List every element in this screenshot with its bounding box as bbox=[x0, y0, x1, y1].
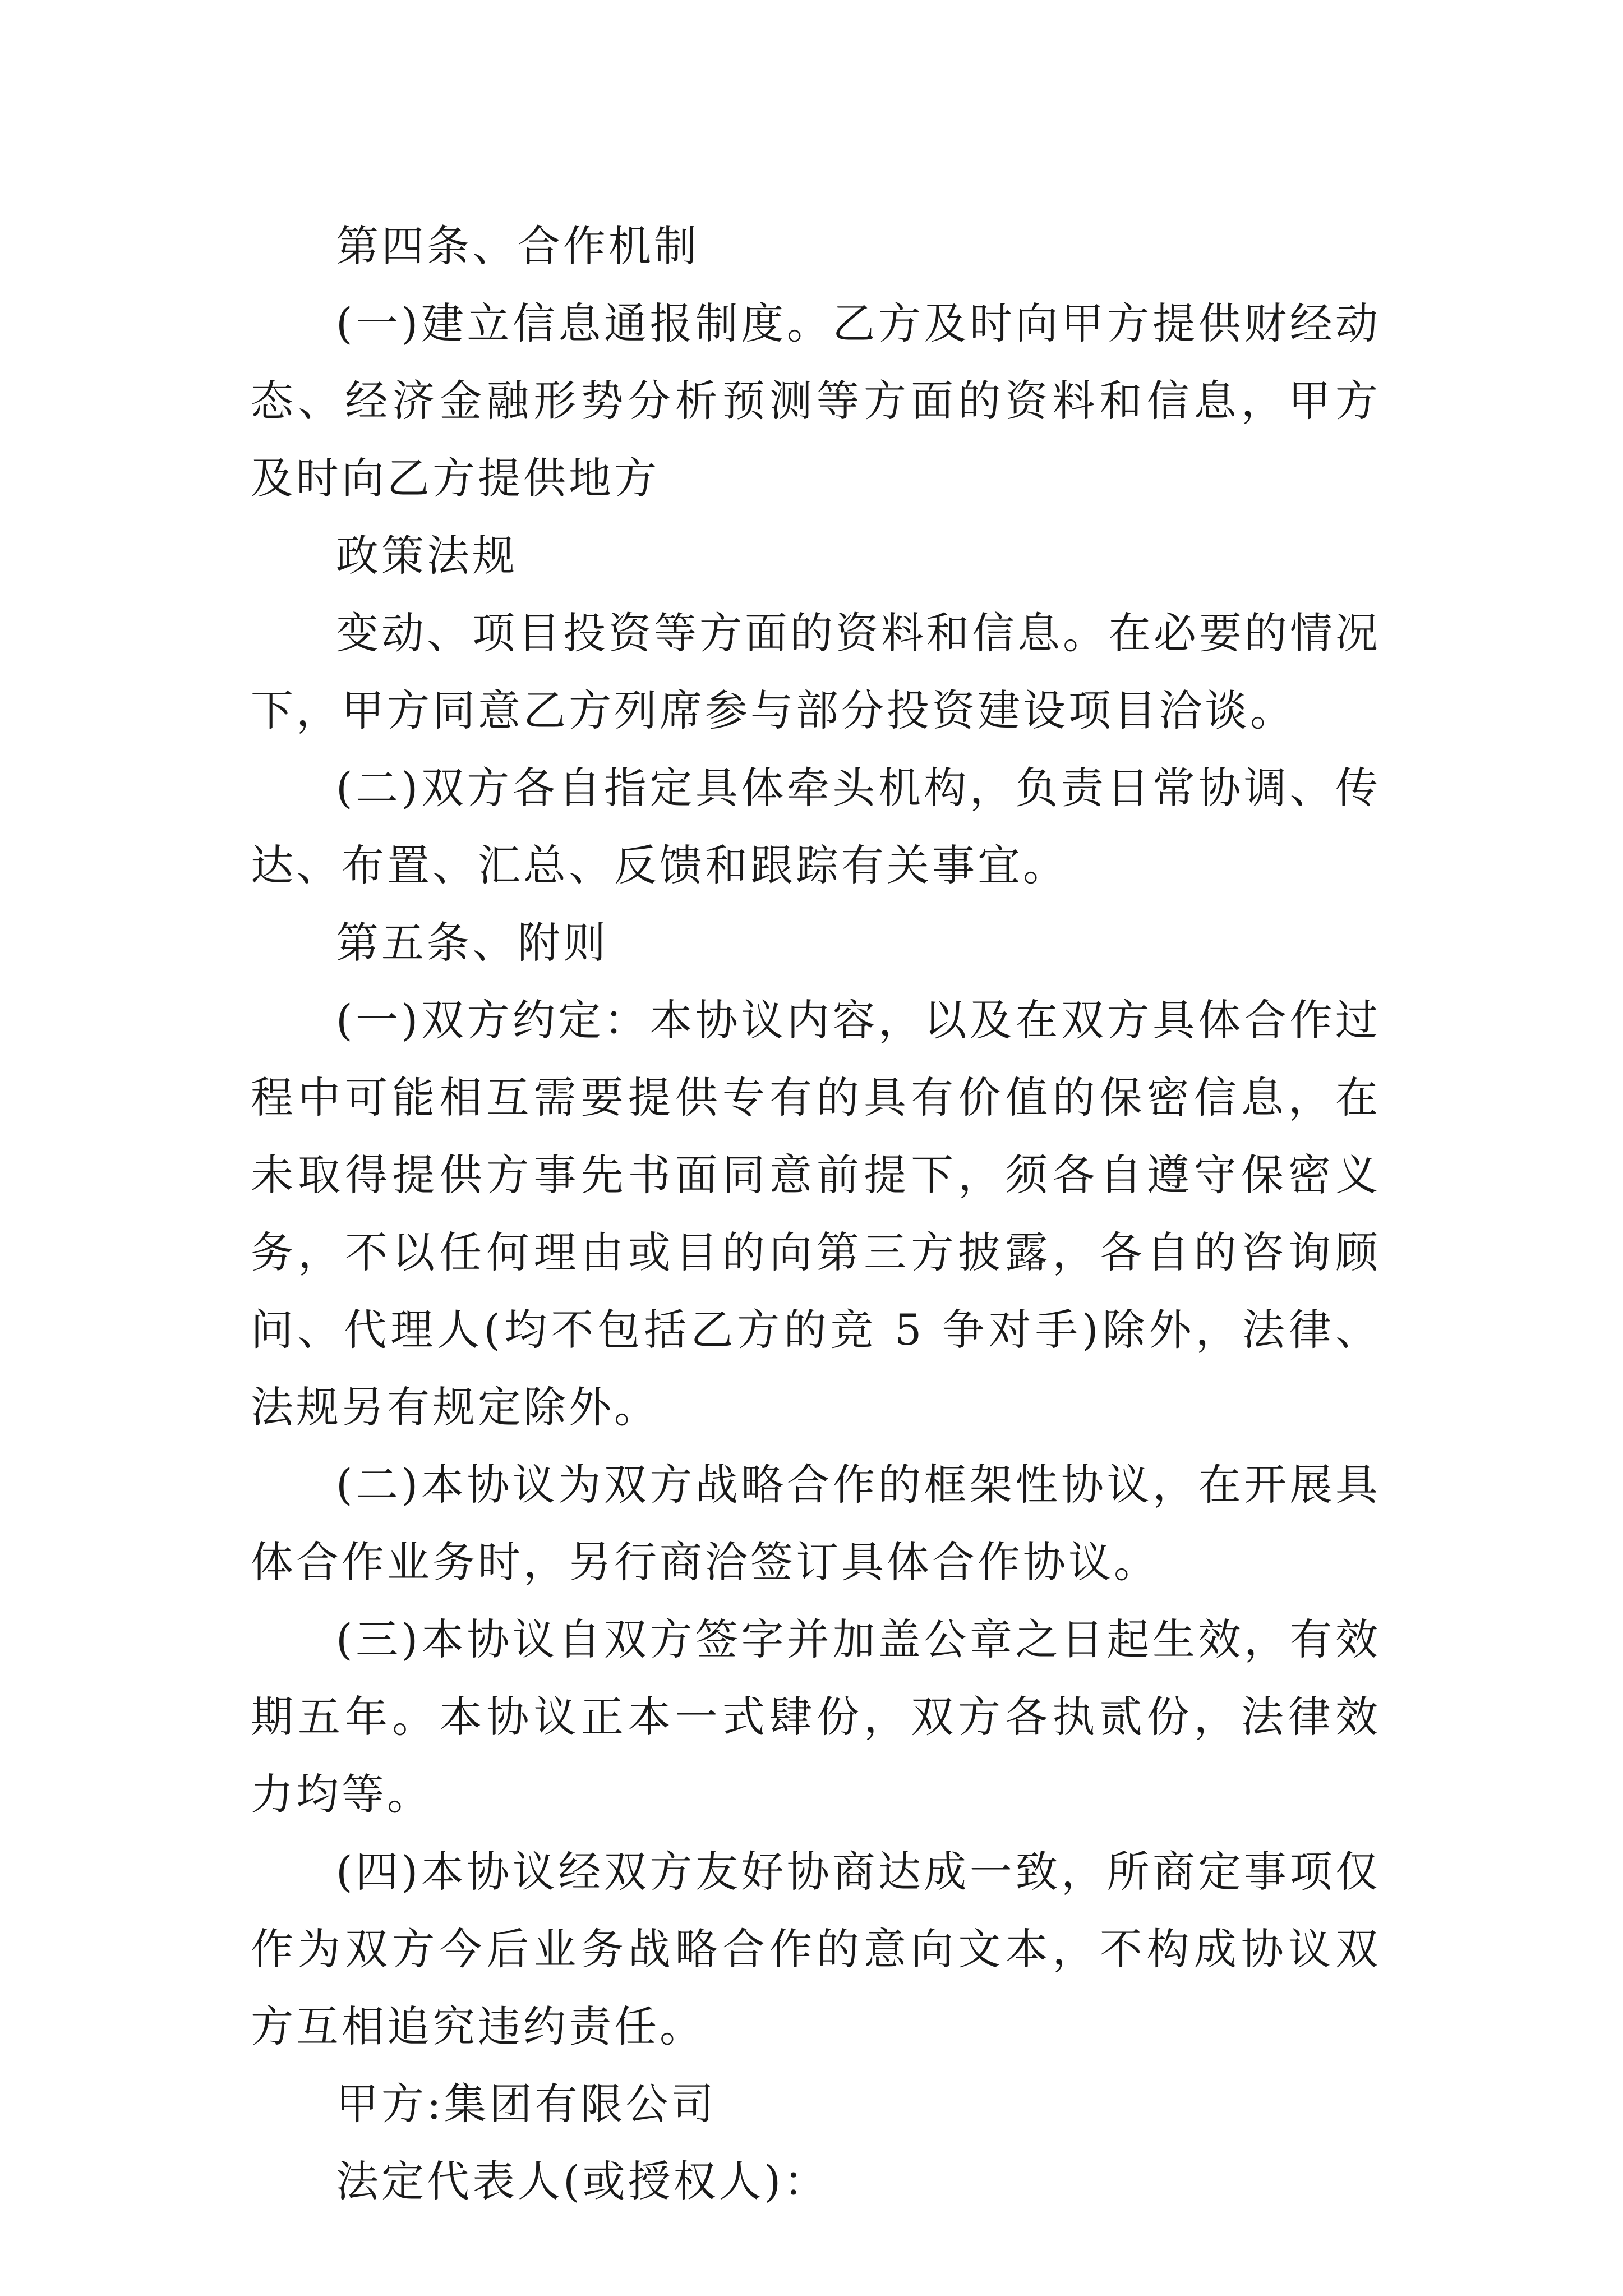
article-4-heading: 第四条、合作机制 bbox=[336, 221, 699, 271]
legal-representative-line: 法定代表人(或授权人)： bbox=[336, 2156, 829, 2206]
article-5-clause-1: (一)双方约定：本协议内容，以及在双方具体合作过程中可能相互需要提供专有的具有价值的保密信息，在未取得提供方事先书面同意前提下，须各自遵守保密义务，不以任何理由或目的向第三方披露，各自的咨询顾问、代理人(均不包括乙方的竞 5 争对手)除外，法律、法规另有规定除外。 bbox=[251, 995, 1381, 1432]
article-4-clause-1-continued: 变动、项目投资等方面的资料和信息。在必要的情况下，甲方同意乙方列席参与部分投资建设项目洽谈。 bbox=[251, 608, 1381, 735]
article-5-heading: 第五条、附则 bbox=[336, 918, 608, 968]
article-5-clause-2: (二)本协议为双方战略合作的框架性协议，在开展具体合作业务时，另行商洽签订具体合作协议。 bbox=[251, 1460, 1381, 1587]
document-body bbox=[251, 208, 1381, 2220]
article-4-clause-1: (一)建立信息通报制度。乙方及时向甲方提供财经动态、经济金融形势分析预测等方面的资料和信息，甲方及时向乙方提供地方 bbox=[251, 298, 1381, 503]
article-4-clause-1-fragment: 政策法规 bbox=[336, 531, 518, 581]
article-4-clause-2: (二)双方各自指定具体牵头机构，负责日常协调、传达、布置、汇总、反馈和跟踪有关事宜。 bbox=[251, 763, 1381, 890]
article-5-clause-3: (三)本协议自双方签字并加盖公章之日起生效，有效期五年。本协议正本一式肆份，双方各执贰份，法律效力均等。 bbox=[251, 1614, 1381, 1819]
party-a-signature-line: 甲方:集团有限公司 bbox=[336, 2079, 717, 2129]
article-5-clause-4: (四)本协议经双方友好协商达成一致，所商定事项仅作为双方今后业务战略合作的意向文本，不构成协议双方互相追究违约责任。 bbox=[251, 1847, 1381, 2051]
